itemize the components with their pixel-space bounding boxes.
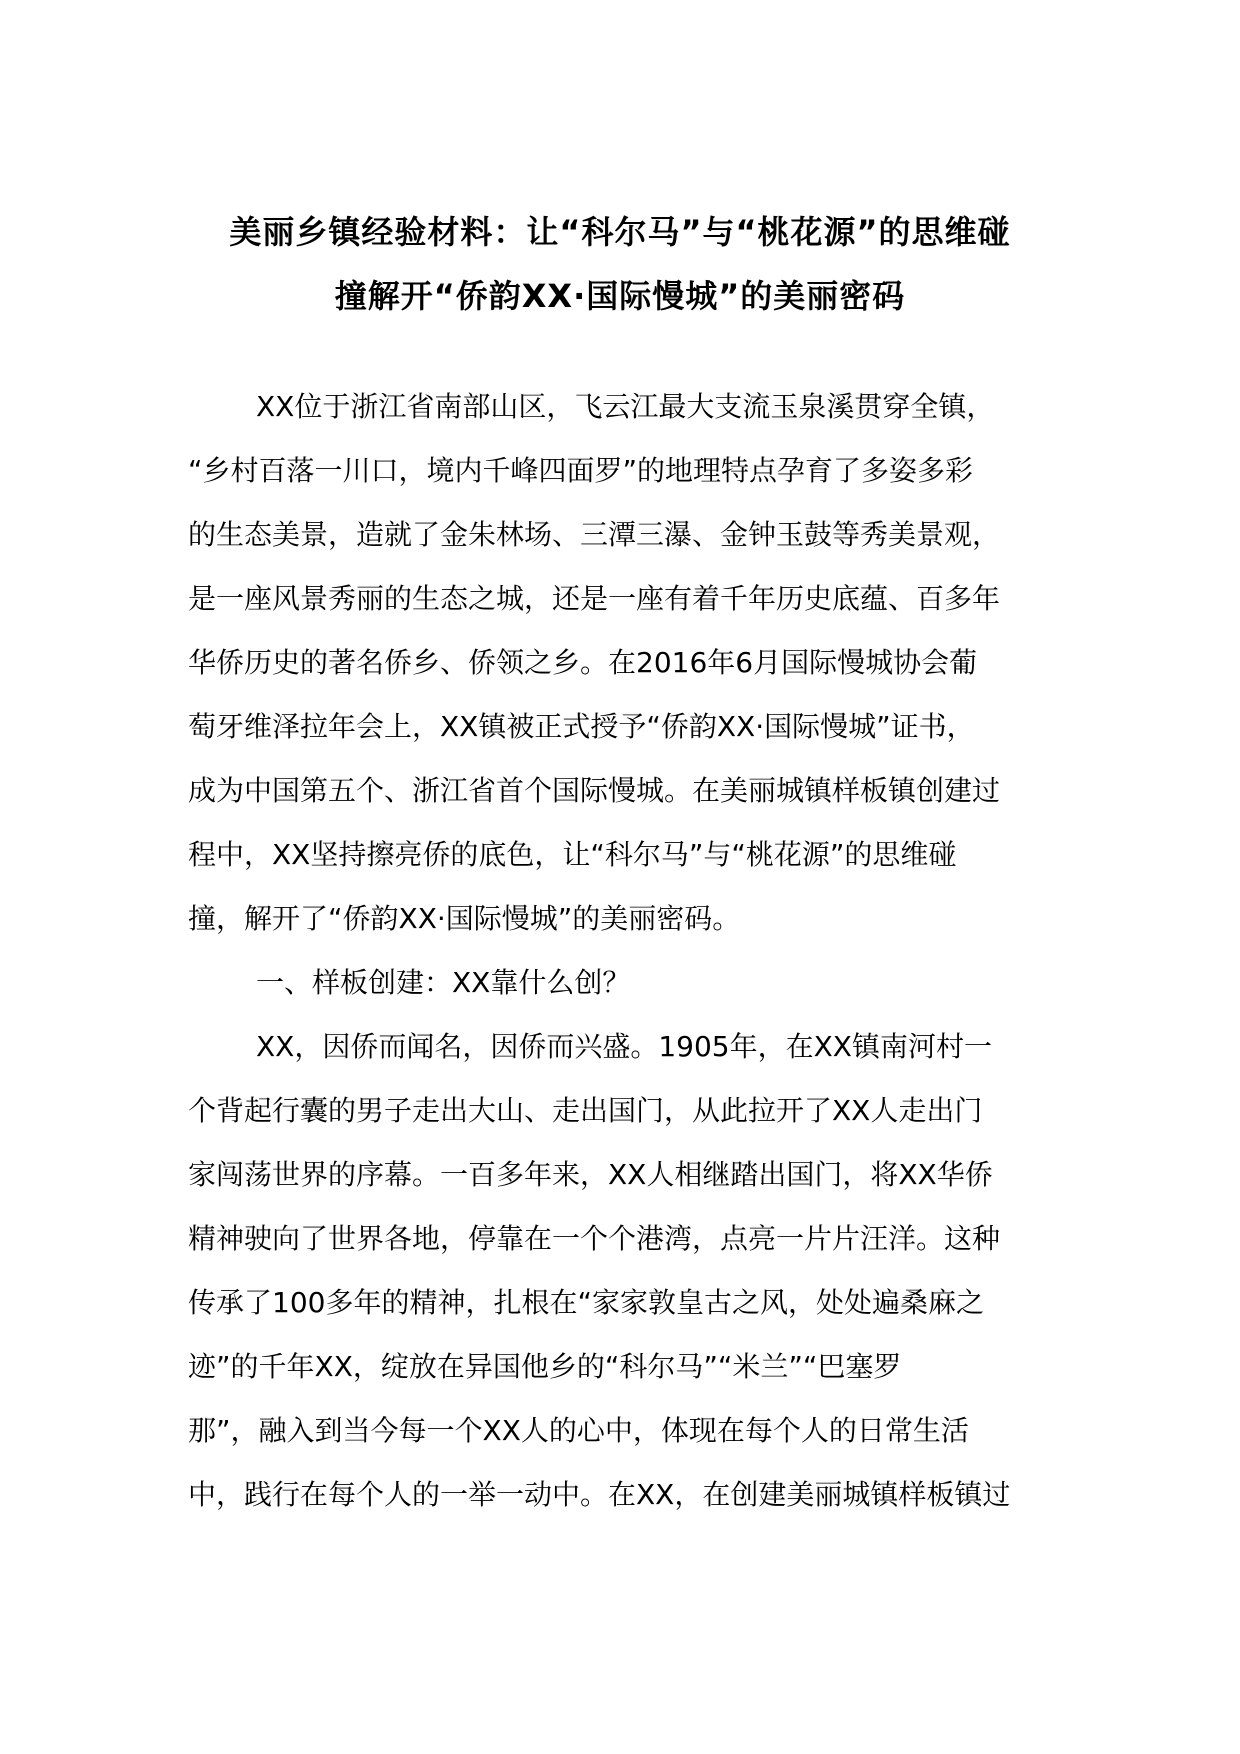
paragraph-line: 撞，解开了“侨韵XX·国际慢城”的美丽密码。 [188, 902, 741, 935]
paragraph-line: “乡村百落一川口，境内千峰四面罗”的地理特点孕育了多姿多彩 [188, 454, 974, 487]
section-heading: 一、样板创建：XX靠什么创？ [256, 966, 631, 999]
paragraph-line: XX位于浙江省南部山区，飞云江最大支流玉泉溪贯穿全镇， [256, 390, 995, 423]
paragraph-line: 成为中国第五个、浙江省首个国际慢城。在美丽城镇样板镇创建过 [188, 774, 1001, 807]
paragraph-line: 萄牙维泽拉年会上，XX镇被正式授予“侨韵XX·国际慢城”证书， [188, 710, 975, 743]
paragraph-line: 迹”的千年XX，绽放在异国他乡的“科尔马”“米兰”“巴塞罗 [188, 1350, 902, 1383]
document-title [188, 200, 1052, 328]
document-body [188, 375, 1052, 1527]
paragraph-line: 程中，XX坚持擦亮侨的底色，让“科尔马”与“桃花源”的思维碰 [188, 838, 957, 871]
paragraph-line: 是一座风景秀丽的生态之城，还是一座有着千年历史底蕴、百多年 [188, 582, 1001, 615]
title-line: 撞解开“侨韵XX·国际慢城”的美丽密码 [334, 277, 906, 315]
paragraph-line: 精神驶向了世界各地，停靠在一个个港湾，点亮一片片汪洋。这种 [188, 1222, 1001, 1255]
paragraph-line: 华侨历史的著名侨乡、侨领之乡。在2016年6月国际慢城协会葡 [188, 646, 978, 679]
paragraph-line: XX，因侨而闻名，因侨而兴盛。1905年，在XX镇南河村一 [256, 1030, 992, 1063]
paragraph-line: 个背起行囊的男子走出大山、走出国门，从此拉开了XX人走出门 [188, 1094, 983, 1127]
paragraph-line: 传承了100多年的精神，扎根在“家家敦皇古之风，处处遍桑麻之 [188, 1286, 984, 1319]
paragraph-line: 的生态美景，造就了金朱林场、三潭三瀑、金钟玉鼓等秀美景观， [188, 518, 1001, 551]
paragraph-line: 那”，融入到当今每一个XX人的心中，体现在每个人的日常生活 [188, 1414, 969, 1447]
title-line: 美丽乡镇经验材料：让“科尔马”与“桃花源”的思维碰 [229, 213, 1011, 251]
paragraph-line: 家闯荡世界的序幕。一百多年来，XX人相继踏出国门，将XX华侨 [188, 1158, 993, 1191]
paragraph-line: 中，践行在每个人的一举一动中。在XX，在创建美丽城镇样板镇过 [188, 1478, 1011, 1511]
